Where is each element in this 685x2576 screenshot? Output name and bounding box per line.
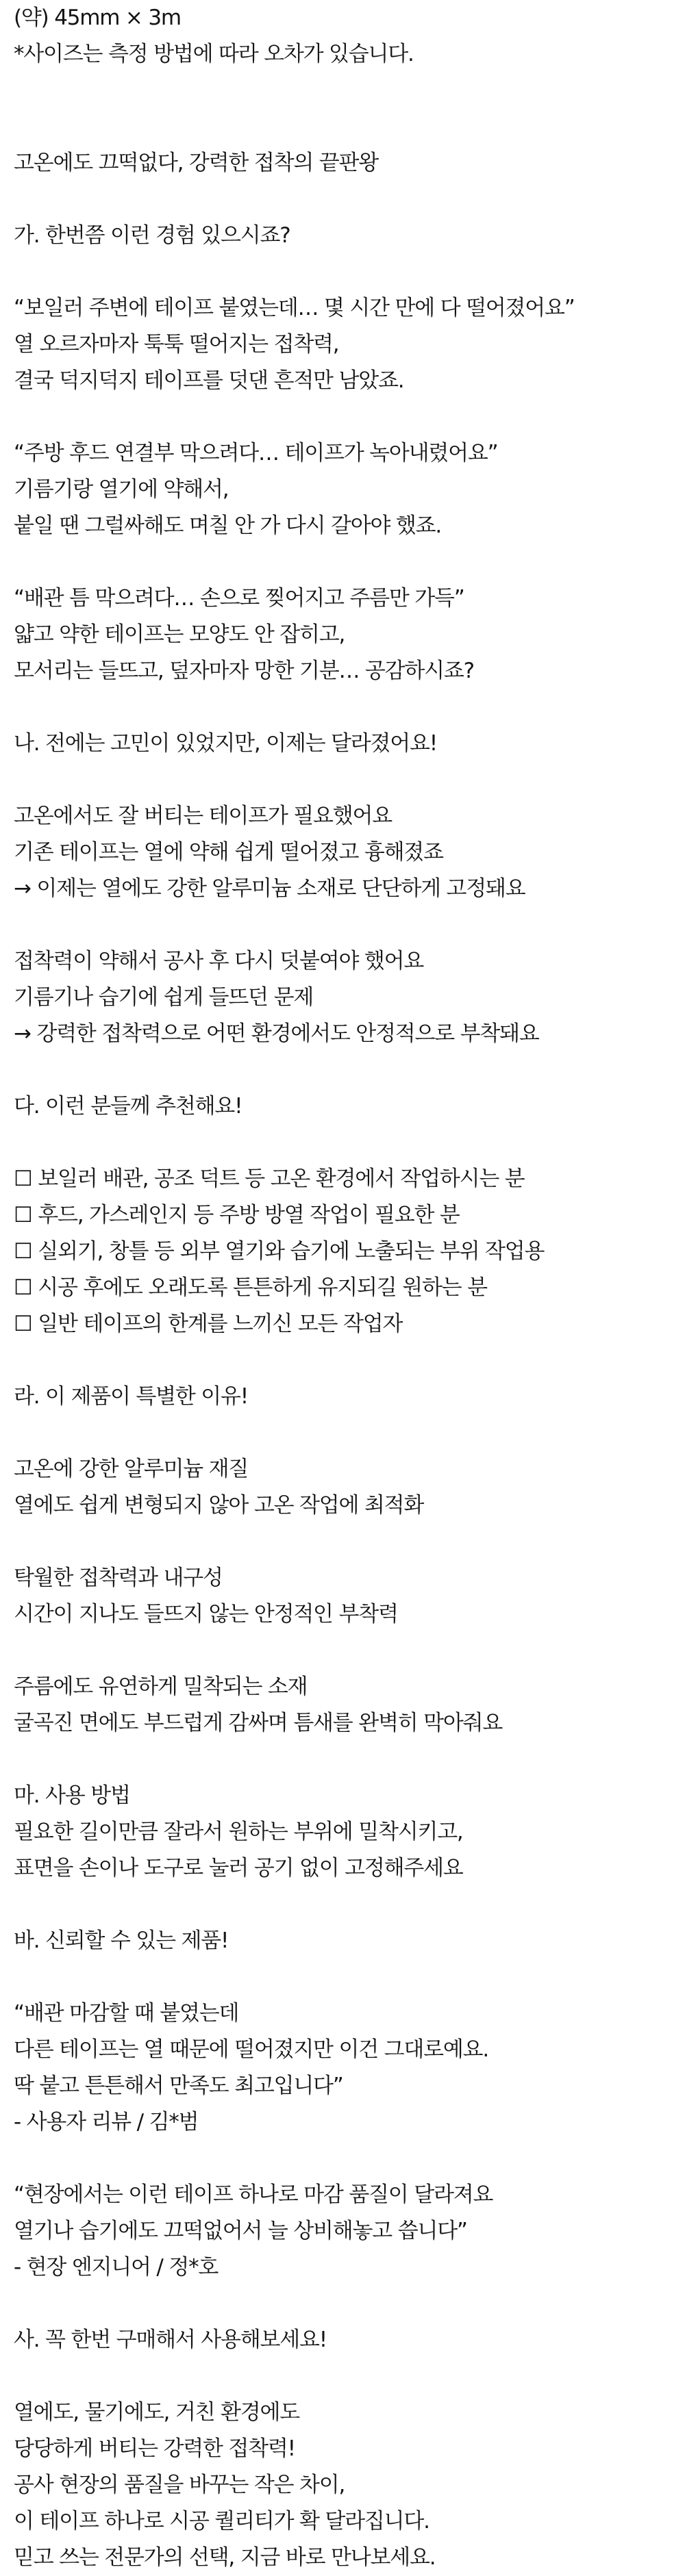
quote-line: 얇고 약한 테이프는 모양도 안 잡히고, bbox=[14, 622, 345, 647]
size-note: *사이즈는 측정 방법에 따라 오차가 있습니다. bbox=[14, 42, 414, 66]
checklist-item: ☐ 시공 후에도 오래도록 튼튼하게 유지되길 원하는 분 bbox=[14, 1275, 487, 1300]
checklist-item: ☐ 보일러 배관, 공조 덕트 등 고온 환경에서 작업하시는 분 bbox=[14, 1166, 525, 1191]
feature-line: 시간이 지나도 들뜨지 않는 안정적인 부착력 bbox=[14, 1602, 398, 1627]
body-line: → 이제는 열에도 강한 알루미늄 소재로 단단하게 고정돼요 bbox=[14, 876, 525, 901]
closing-line: 열에도, 물기에도, 거친 환경에도 bbox=[14, 2400, 299, 2425]
body-line: → 강력한 접착력으로 어떤 환경에서도 안정적으로 부착돼요 bbox=[14, 1021, 539, 1046]
usage-line: 표면을 손이나 도구로 눌러 공기 없이 고정해주세요 bbox=[14, 1856, 463, 1880]
review-line: 딱 붙고 튼튼해서 만족도 최고입니다” bbox=[14, 2074, 343, 2098]
closing-line: 이 테이프 하나로 시공 퀄리티가 확 달라집니다. bbox=[14, 2509, 429, 2534]
section-d-title: 라. 이 제품이 특별한 이유! bbox=[14, 1384, 248, 1409]
checklist-item: ☐ 후드, 가스레인지 등 주방 방열 작업이 필요한 분 bbox=[14, 1203, 460, 1227]
quote-line: “배관 틈 막으려다… 손으로 찢어지고 주름만 가득” bbox=[14, 586, 464, 611]
closing-line: 당당하게 버티는 강력한 접착력! bbox=[14, 2436, 295, 2461]
quote-line: 모서리는 들뜨고, 덮자마자 망한 기분… 공감하시죠? bbox=[14, 659, 474, 683]
body-line: 고온에서도 잘 버티는 테이프가 필요했어요 bbox=[14, 804, 393, 828]
feature-line: 고온에 강한 알루미늄 재질 bbox=[14, 1457, 249, 1481]
section-g-title: 사. 꼭 한번 구매해서 사용해보세요! bbox=[14, 2328, 327, 2352]
usage-line: 필요한 길이만큼 잘라서 원하는 부위에 밀착시키고, bbox=[14, 1820, 463, 1844]
quote-line: “주방 후드 연결부 막으려다… 테이프가 녹아내렸어요” bbox=[14, 441, 498, 466]
review-author: - 사용자 리뷰 / 김*범 bbox=[14, 2110, 199, 2134]
size-spec: (약) 45mm × 3m bbox=[14, 5, 181, 30]
body-line: 기름기나 습기에 쉽게 들뜨던 문제 bbox=[14, 985, 314, 1010]
review-line: “현장에서는 이런 테이프 하나로 마감 품질이 달라져요 bbox=[14, 2182, 493, 2207]
quote-line: 기름기랑 열기에 약해서, bbox=[14, 477, 229, 502]
headline: 고온에도 끄떡없다, 강력한 접착의 끝판왕 bbox=[14, 151, 378, 175]
review-line: “배관 마감할 때 붙였는데 bbox=[14, 2001, 239, 2026]
review-line: 열기나 습기에도 끄떡없어서 늘 상비해놓고 씁니다” bbox=[14, 2219, 467, 2243]
feature-line: 열에도 쉽게 변형되지 않아 고온 작업에 최적화 bbox=[14, 1493, 424, 1518]
feature-line: 주름에도 유연하게 밀착되는 소재 bbox=[14, 1674, 308, 1699]
section-a-title: 가. 한번쯤 이런 경험 있으시죠? bbox=[14, 223, 290, 248]
quote-line: 결국 덕지덕지 테이프를 덧댄 흔적만 남았죠. bbox=[14, 368, 404, 393]
checklist-item: ☐ 실외기, 창틀 등 외부 열기와 습기에 노출되는 부위 작업용 bbox=[14, 1239, 545, 1264]
body-line: 기존 테이프는 열에 약해 쉽게 떨어졌고 흉해졌죠 bbox=[14, 840, 443, 865]
product-description bbox=[14, 0, 671, 2576]
section-b-title: 나. 전에는 고민이 있었지만, 이제는 달라졌어요! bbox=[14, 731, 437, 756]
checklist-item: ☐ 일반 테이프의 한계를 느끼신 모든 작업자 bbox=[14, 1312, 403, 1336]
section-f-title: 바. 신뢰할 수 있는 제품! bbox=[14, 1928, 229, 1953]
feature-line: 탁월한 접착력과 내구성 bbox=[14, 1566, 223, 1590]
section-e-title: 마. 사용 방법 bbox=[14, 1783, 130, 1808]
quote-line: “보일러 주변에 테이프 붙였는데… 몇 시간 만에 다 떨어졌어요” bbox=[14, 296, 575, 320]
review-author: - 현장 엔지니어 / 정*호 bbox=[14, 2255, 219, 2280]
body-line: 접착력이 약해서 공사 후 다시 덧붙여야 했어요 bbox=[14, 949, 424, 973]
closing-line: 공사 현장의 품질을 바꾸는 작은 차이, bbox=[14, 2473, 345, 2497]
quote-line: 붙일 땐 그럴싸해도 며칠 안 가 다시 갈아야 했죠. bbox=[14, 513, 442, 538]
feature-line: 굴곡진 면에도 부드럽게 감싸며 틈새를 완벽히 막아줘요 bbox=[14, 1711, 503, 1735]
quote-line: 열 오르자마자 툭툭 떨어지는 접착력, bbox=[14, 332, 339, 357]
closing-line: 믿고 쓰는 전문가의 선택, 지금 바로 만나보세요. bbox=[14, 2545, 436, 2570]
review-line: 다른 테이프는 열 때문에 떨어졌지만 이건 그대로예요. bbox=[14, 2037, 488, 2062]
section-c-title: 다. 이런 분들께 추천해요! bbox=[14, 1094, 242, 1119]
